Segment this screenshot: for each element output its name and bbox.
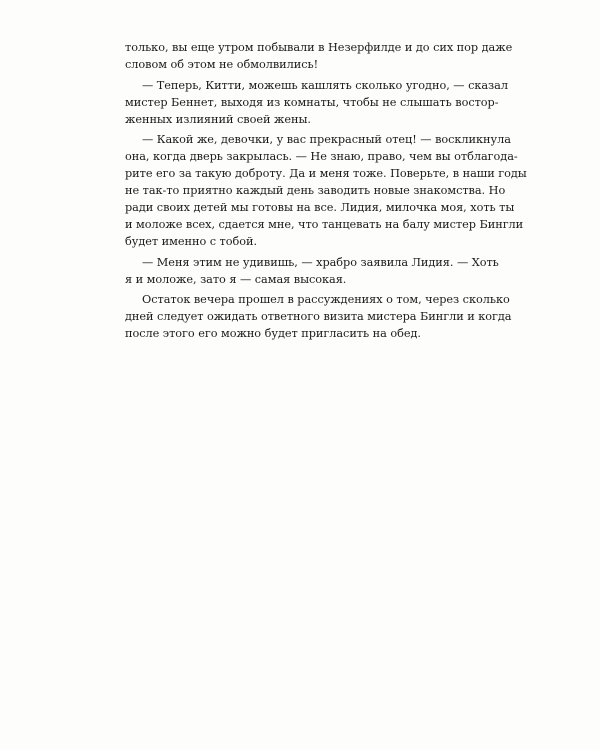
- paragraph: [125, 255, 499, 289]
- text-line: после этого его можно будет пригласить на обед.: [125, 327, 421, 341]
- paragraph: [125, 78, 508, 129]
- text-line: только, вы еще утром побывали в Незерфилде и до сих пор даже: [125, 41, 513, 54]
- text-line: и моложе всех, сдается мне, что танцевать на балу мистер Бингли: [125, 217, 524, 231]
- text-line: рите его за такую доброту. Да и меня тоже. Поверьте, в наши годы: [125, 167, 527, 181]
- text-line: женных излияний своей жены.: [125, 112, 311, 126]
- text-line: я и моложе, зато я — самая высокая.: [125, 272, 347, 286]
- text-line: мистер Беннет, выходя из комнаты, чтобы не слышать востор-: [125, 95, 499, 109]
- text-line: она, когда дверь закрылась. — Не знаю, право, чем вы отблагода-: [125, 150, 518, 164]
- text-line: будет именно с тобой.: [125, 234, 258, 248]
- text-line: словом об этом не обмолвились!: [125, 57, 319, 71]
- text-line: дней следует ожидать ответного визита мистера Бингли и когда: [125, 310, 512, 324]
- text-line: Остаток вечера прошел в рассуждениях о том, через сколько: [142, 293, 510, 307]
- paragraph: [125, 292, 512, 343]
- paragraph: [125, 40, 513, 74]
- text-line: — Меня этим не удивишь, — храбро заявила Лидия. — Хоть: [142, 255, 499, 269]
- text-line: — Какой же, девочки, у вас прекрасный отец! — воскликнула: [142, 133, 511, 147]
- page-text: [125, 40, 527, 343]
- text-line: ради своих детей мы готовы на все. Лидия, милочка моя, хоть ты: [125, 201, 515, 215]
- text-line: не так-то приятно каждый день заводить новые знакомства. Но: [125, 184, 506, 198]
- paragraph: [125, 132, 527, 250]
- text-line: — Теперь, Китти, можешь кашлять сколько угодно, — сказал: [142, 78, 508, 92]
